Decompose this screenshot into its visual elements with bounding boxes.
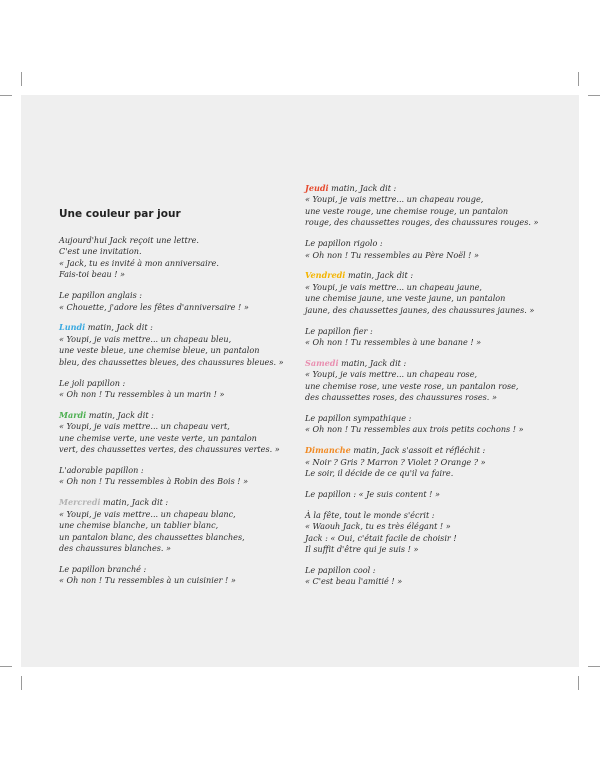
text-line: « Oh non ! Tu ressembles à une banane ! » — [305, 336, 482, 347]
right-column — [305, 183, 545, 597]
text-line: une veste rouge, une chemise rouge, un pantalon — [305, 205, 509, 216]
mercredi-paragraph — [59, 497, 299, 554]
crop-mark — [21, 72, 22, 86]
dimanche-paragraph — [305, 445, 545, 479]
text-line: « Oh non ! Tu ressembles au Père Noël ! » — [305, 249, 479, 260]
day-heading — [59, 322, 299, 333]
crop-mark — [21, 676, 22, 690]
vendredi-paragraph — [305, 270, 545, 316]
crop-mark — [578, 72, 579, 86]
text-line: « Youpi, je vais mettre... un chapeau blanc, — [59, 508, 236, 519]
text-line: Le papillon rigolo : — [305, 238, 383, 249]
text-line: « Oh non ! Tu ressembles à un cuisinier ! » — [59, 575, 236, 586]
day-heading — [305, 358, 545, 369]
mardi-paragraph — [59, 410, 299, 456]
text-line: rouge, des chaussettes rouges, des chaussures rouges. » — [305, 217, 539, 228]
papillon-anglais — [59, 290, 299, 313]
text-line: une chemise verte, une veste verte, un pantalon — [59, 432, 257, 443]
lundi-paragraph — [59, 322, 299, 368]
text-line: des chaussettes roses, des chaussures roses. » — [305, 392, 497, 403]
text-line: une chemise jaune, une veste jaune, un pantalon — [305, 293, 506, 304]
papillon-fier — [305, 326, 545, 349]
page-title: Une couleur par jour — [59, 208, 181, 220]
text-line: Le soir, il décide de ce qu'il va faire. — [305, 468, 454, 479]
text-line: « Noir ? Gris ? Marron ? Violet ? Orange ? » — [305, 456, 486, 467]
text-line: « Jack, tu es invité à mon anniversaire. — [59, 257, 219, 268]
text-line: Le papillon sympathique : — [305, 413, 412, 423]
text-line: « Youpi, je vais mettre... un chapeau jaune, — [305, 281, 482, 292]
day-jeudi: Jeudi — [305, 183, 329, 193]
day-rest: matin, Jack s'assoit et réfléchit : — [350, 445, 486, 456]
papillon-sympathique — [305, 413, 545, 436]
text-line: « Oh non ! Tu ressembles à Robin des Bois ! » — [59, 476, 249, 487]
day-samedi: Samedi — [305, 357, 339, 368]
crop-mark — [588, 95, 600, 96]
crop-mark — [0, 95, 12, 96]
day-rest: matin, Jack dit : — [345, 270, 414, 281]
day-heading — [305, 183, 545, 194]
text-line: « Oh non ! Tu ressembles aux trois petits cochons ! » — [305, 424, 524, 435]
text-line: L'adorable papillon : — [59, 465, 144, 475]
text-line: une chemise rose, une veste rose, un pantalon rose, — [305, 380, 519, 391]
text-line: Aujourd'hui Jack reçoit une lettre. — [59, 235, 199, 245]
text-line: « Youpi, je vais mettre... un chapeau bleu, — [59, 333, 232, 344]
text-line: « Oh non ! Tu ressembles à un marin ! » — [59, 388, 225, 399]
joli-papillon — [59, 378, 299, 401]
day-rest: matin, Jack dit : — [328, 183, 397, 193]
text-line: C'est une invitation. — [59, 246, 142, 257]
samedi-paragraph — [305, 358, 545, 404]
text-line: Il suffit d'être qui je suis ! » — [305, 544, 419, 555]
text-line: « Youpi, je vais mettre... un chapeau rose, — [305, 369, 478, 380]
day-heading — [305, 270, 545, 281]
text-line: Jack : « Oui, c'était facile de choisir ! — [305, 532, 457, 543]
text-line: Le papillon fier : — [305, 325, 373, 336]
text-line: Le papillon cool : — [305, 565, 376, 576]
text-line: « Youpi, je vais mettre... un chapeau rouge, — [305, 194, 484, 205]
papillon-branche — [59, 564, 299, 587]
day-rest: matin, Jack dit : — [85, 322, 153, 333]
papillon-content — [305, 489, 545, 500]
day-heading — [59, 497, 299, 508]
text-line: « C'est beau l'amitié ! » — [305, 576, 403, 587]
text-line: jaune, des chaussettes jaunes, des chaussures jaunes. » — [305, 304, 535, 315]
text-line: Le papillon : « Je suis content ! » — [305, 489, 440, 500]
text-line: Le papillon anglais : — [59, 290, 143, 301]
text-line: Le papillon branché : — [59, 563, 147, 574]
intro-paragraph — [59, 235, 299, 281]
left-column — [59, 235, 299, 596]
jeudi-paragraph — [305, 183, 545, 229]
day-rest: matin, Jack dit : — [100, 497, 169, 508]
day-rest: matin, Jack dit : — [86, 409, 154, 420]
text-line: vert, des chaussettes vertes, des chaussures vertes. » — [59, 444, 280, 455]
crop-mark — [588, 666, 600, 667]
day-mercredi: Mercredi — [59, 497, 101, 508]
text-line: À la fête, tout le monde s'écrit : — [305, 509, 435, 520]
papillon-rigolo — [305, 238, 545, 261]
text-line: bleu, des chaussettes bleues, des chaussures bleues. » — [59, 356, 284, 367]
papillon-cool — [305, 565, 545, 588]
crop-mark — [0, 666, 12, 667]
text-line: un pantalon blanc, des chaussettes blanches, — [59, 531, 245, 542]
adorable-papillon — [59, 465, 299, 488]
book-page — [21, 95, 579, 667]
text-line: Le joli papillon : — [59, 377, 126, 388]
text-line: une chemise blanche, un tablier blanc, — [59, 520, 219, 531]
text-line: « Youpi, je vais mettre... un chapeau vert, — [59, 421, 230, 432]
text-line: « Waouh Jack, tu es très élégant ! » — [305, 521, 451, 532]
text-line: « Chouette, j'adore les fêtes d'anniversaire ! » — [59, 301, 249, 312]
day-heading — [59, 410, 299, 421]
crop-mark — [578, 676, 579, 690]
text-line: une veste bleue, une chemise bleue, un pantalon — [59, 345, 260, 356]
text-line: Fais-toi beau ! » — [59, 269, 126, 280]
fete-paragraph — [305, 510, 545, 556]
day-rest: matin, Jack dit : — [338, 357, 407, 368]
day-vendredi: Vendredi — [305, 270, 346, 281]
day-dimanche: Dimanche — [305, 445, 351, 456]
day-mardi: Mardi — [59, 409, 87, 420]
day-lundi: Lundi — [59, 322, 86, 333]
day-heading — [305, 445, 545, 456]
text-line: des chaussures blanches. » — [59, 542, 171, 553]
